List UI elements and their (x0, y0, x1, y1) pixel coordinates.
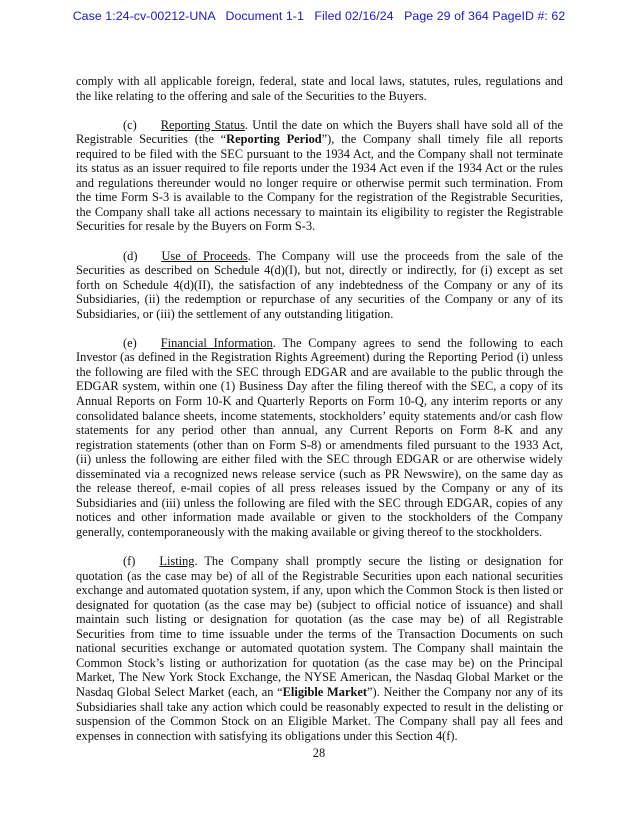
page-number: 28 (312, 746, 326, 760)
section-d-use-of-proceeds (76, 249, 563, 322)
defined-term: Reporting Period (226, 132, 322, 147)
section-c-reporting-status (76, 118, 563, 234)
court-filing-header (0, 9, 638, 23)
section-text: ”), the Company shall timely file all reports required to be filed with the SEC pursuant to the 1934 Act, and the Company shall not terminate its status as an issuer required to file reports under the 1934 Act even if the 1934 Act or the rules and regulations thereunder would no longer require or otherwise permit such termination. From the time Form S-3 is available to the Company for the registration of the Registrable Securities, the Company shall take all actions necessary to maintain its eligibility to register the Registrable Securities for resale by the Buyers on Form S-3. (76, 132, 563, 234)
section-marker: (e) (123, 335, 137, 350)
defined-term: Eligible Market (282, 684, 367, 699)
section-text: ”). Neither the Company nor any of its Subsidiaries shall take any action which could be reasonably expected to result in the delisting or suspension of the Common Stock on an Eligible Market. The Company shall pay all fees and expenses in connection with satisfying its obligations under this Section 4(f). (76, 684, 563, 743)
document-number: Document 1-1 (225, 9, 304, 23)
section-marker: (d) (123, 248, 138, 263)
page-count: Page 29 of 364 (404, 9, 489, 23)
section-text: . The Company shall promptly secure the listing or designation for quotation (as the case may be) of all of the Registrable Securities upon each national securities exchange and automated quotation system, if any, upon which the Common Stock is then listed or designated for quotation (as the case may be) (subject to official notice of issuance) and shall maintain such listing or designation for quotation (as the case may be) of all Registrable Securities from time to time issuable under the terms of the Transaction Documents on such national securities exchange or automated quotation system. The Company shall maintain the Common Stock’s listing or authorization for quotation (as the case may be) on the Principal Market, The New York Stock Exchange, the NYSE American, the Nasdaq Global Market or the Nasdaq Global Select Market (each, an “ (76, 554, 563, 699)
section-text: . Until the date on which the Buyers shall have sold all of the Registrable Securities (the “ (76, 117, 563, 147)
section-e-financial-information (76, 336, 563, 540)
section-f-listing (76, 554, 563, 743)
section-heading: Reporting Status (160, 117, 245, 132)
section-heading: Use of Proceeds (161, 248, 248, 263)
section-heading: Listing (159, 554, 195, 569)
section-marker: (c) (123, 117, 137, 132)
section-text: . The Company agrees to send the following to each Investor (as defined in the Registration Rights Agreement) during the Reporting Period (i) unless the following are filed with the SEC through EDGAR and are available to the public through the EDGAR system, within one (1) Business Day after the filing thereof with the SEC, a copy of its Annual Reports on Form 10-K and Quarterly Reports on Form 10-Q, any interim reports or any consolidated balance sheets, income statements, stockholders’ equity statements and/or cash flow statements for any period other than annual, any Current Reports on Form 8-K and any registration statements (other than on Form S-8) or amendments filed pursuant to the 1933 Act, (ii) unless the following are either filed with the SEC through EDGAR or are otherwise widely disseminated via a recognized news release service (such as PR Newswire), on the same day as the release thereof, e-mail copies of all press releases issued by the Company or any of its Subsidiaries and (iii) unless the following are filed with the SEC through EDGAR, copies of any notices and other information made available or given to the stockholders of the Company generally, contemporaneously with the making available or giving thereof to the stockholders. (76, 335, 564, 539)
section-text: . The Company will use the proceeds from the sale of the Securities as described on Schedule 4(d)(I), but not, directly or indirectly, for (i) except as set forth on Schedule 4(d)(II), the satisfaction of any indebtedness of the Company or any of its Subsidiaries, (ii) the redemption or repurchase of any securities of the Company or any of its Subsidiaries, or (iii) the settlement of any outstanding litigation. (76, 248, 563, 321)
page-id: PageID #: 62 (492, 9, 566, 23)
case-number: Case 1:24-cv-00212-UNA (72, 9, 215, 23)
document-body (76, 74, 563, 758)
section-marker: (f) (123, 554, 136, 569)
filed-date: Filed 02/16/24 (314, 9, 394, 23)
continuation-paragraph: comply with all applicable foreign, federal, state and local laws, statutes, rules, regulations and the like relating to the offering and sale of the Securities to the Buyers. (76, 74, 563, 103)
section-heading: Financial Information (160, 335, 273, 350)
